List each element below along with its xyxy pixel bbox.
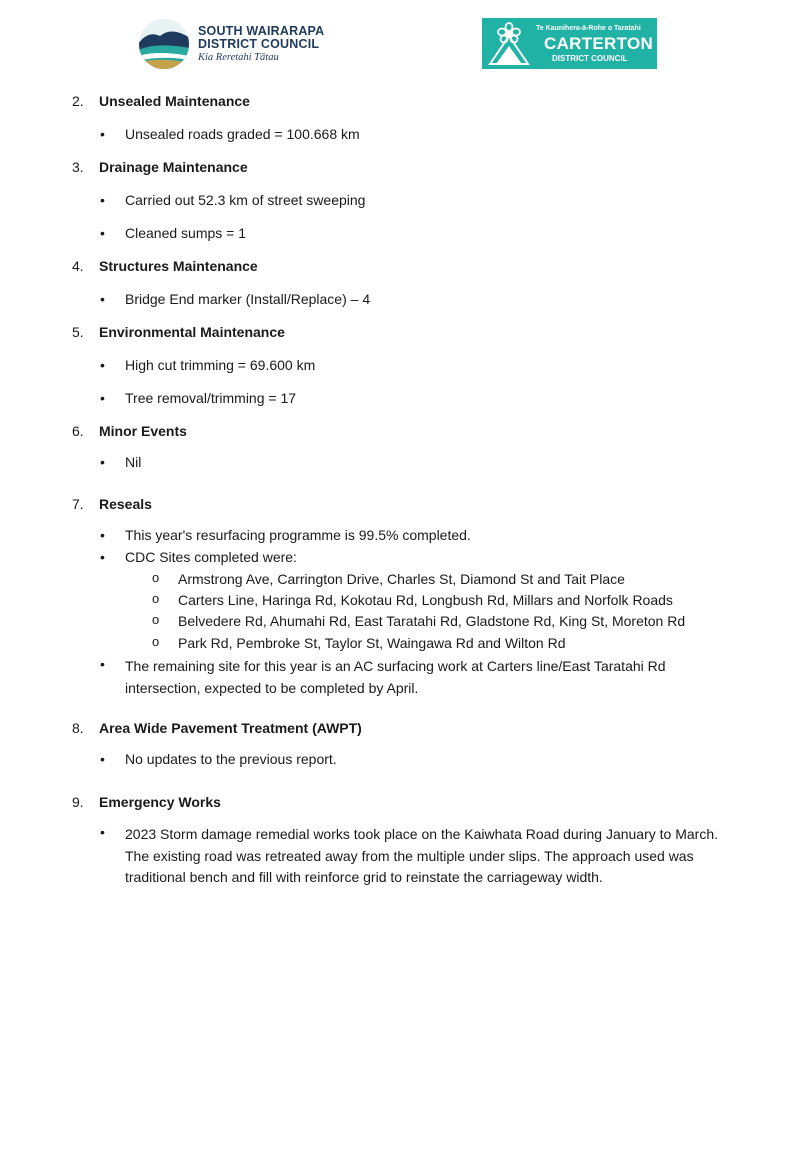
section-title: Area Wide Pavement Treatment (AWPT) [99,720,362,736]
section-number: 9. [72,794,84,810]
swdc-logo-line1: SOUTH WAIRARAPA [198,24,325,38]
bullet-text: High cut trimming = 69.600 km [125,357,316,373]
section-heading [72,720,362,736]
bullet-text: Nil [125,454,142,470]
bullet-text: 2023 Storm damage remedial works took place on the Kaiwhata Road during January to March. The existing road was retreated away from the multiple under slips. The approach used was traditional bench and fill with reinforce grid to reinstate the carriageway width. [125,826,718,885]
bullet-text: Bridge End marker (Install/Replace) – 4 [125,291,371,307]
section-heading [72,794,221,810]
swdc-logo-line2: DISTRICT COUNCIL [198,37,320,51]
sub-bullet-text: Armstrong Ave, Carrington Drive, Charles St, Diamond St and Tait Place [178,571,625,587]
bullet-text: Tree removal/trimming = 17 [125,390,297,406]
carterton-logo-name: CARTERTON [544,34,654,53]
carterton-logo-top-text: Te Kaunihera-ā-Rohe o Taratahi [536,25,641,32]
section-heading [72,93,250,109]
section-heading [72,423,187,439]
section-number: 8. [72,720,84,736]
section-number: 5. [72,324,84,340]
bullet-text: This year's resurfacing programme is 99.5% completed. [125,527,471,543]
section-title: Minor Events [99,423,187,439]
bullet-text: Cleaned sumps = 1 [125,225,247,241]
section-title: Emergency Works [99,794,221,810]
bullet-text: The remaining site for this year is an AC surfacing work at Carters line/East Taratahi Rd intersection, expected to be completed by April. [125,658,666,696]
sub-bullet-text: Carters Line, Haringa Rd, Kokotau Rd, Longbush Rd, Millars and Norfolk Roads [178,592,673,608]
section-heading [72,496,152,512]
swdc-logo-tagline: Kia Reretahi Tātau [198,52,279,63]
section-number: 2. [72,93,84,109]
bullet-text: No updates to the previous report. [125,751,337,767]
section-number: 7. [72,496,84,512]
section-number: 4. [72,258,84,274]
carterton-logo-subtext: DISTRICT COUNCIL [552,54,628,63]
sub-bullet-text: Belvedere Rd, Ahumahi Rd, East Taratahi Rd, Gladstone Rd, King St, Moreton Rd [178,613,686,629]
section-title: Unsealed Maintenance [99,93,250,109]
section-title: Reseals [99,496,152,512]
section-number: 6. [72,423,84,439]
section-title: Structures Maintenance [99,258,258,274]
sub-bullet-text: Park Rd, Pembroke St, Taylor St, Waingawa Rd and Wilton Rd [178,635,566,651]
bullet-text: Unsealed roads graded = 100.668 km [125,126,360,142]
bullet-text: Carried out 52.3 km of street sweeping [125,192,366,208]
section-heading [72,258,258,274]
bullet-text: CDC Sites completed were: [125,549,297,565]
section-title: Environmental Maintenance [99,324,285,340]
section-title: Drainage Maintenance [99,159,248,175]
section-number: 3. [72,159,84,175]
section-heading [72,159,248,175]
section-heading [72,324,285,340]
